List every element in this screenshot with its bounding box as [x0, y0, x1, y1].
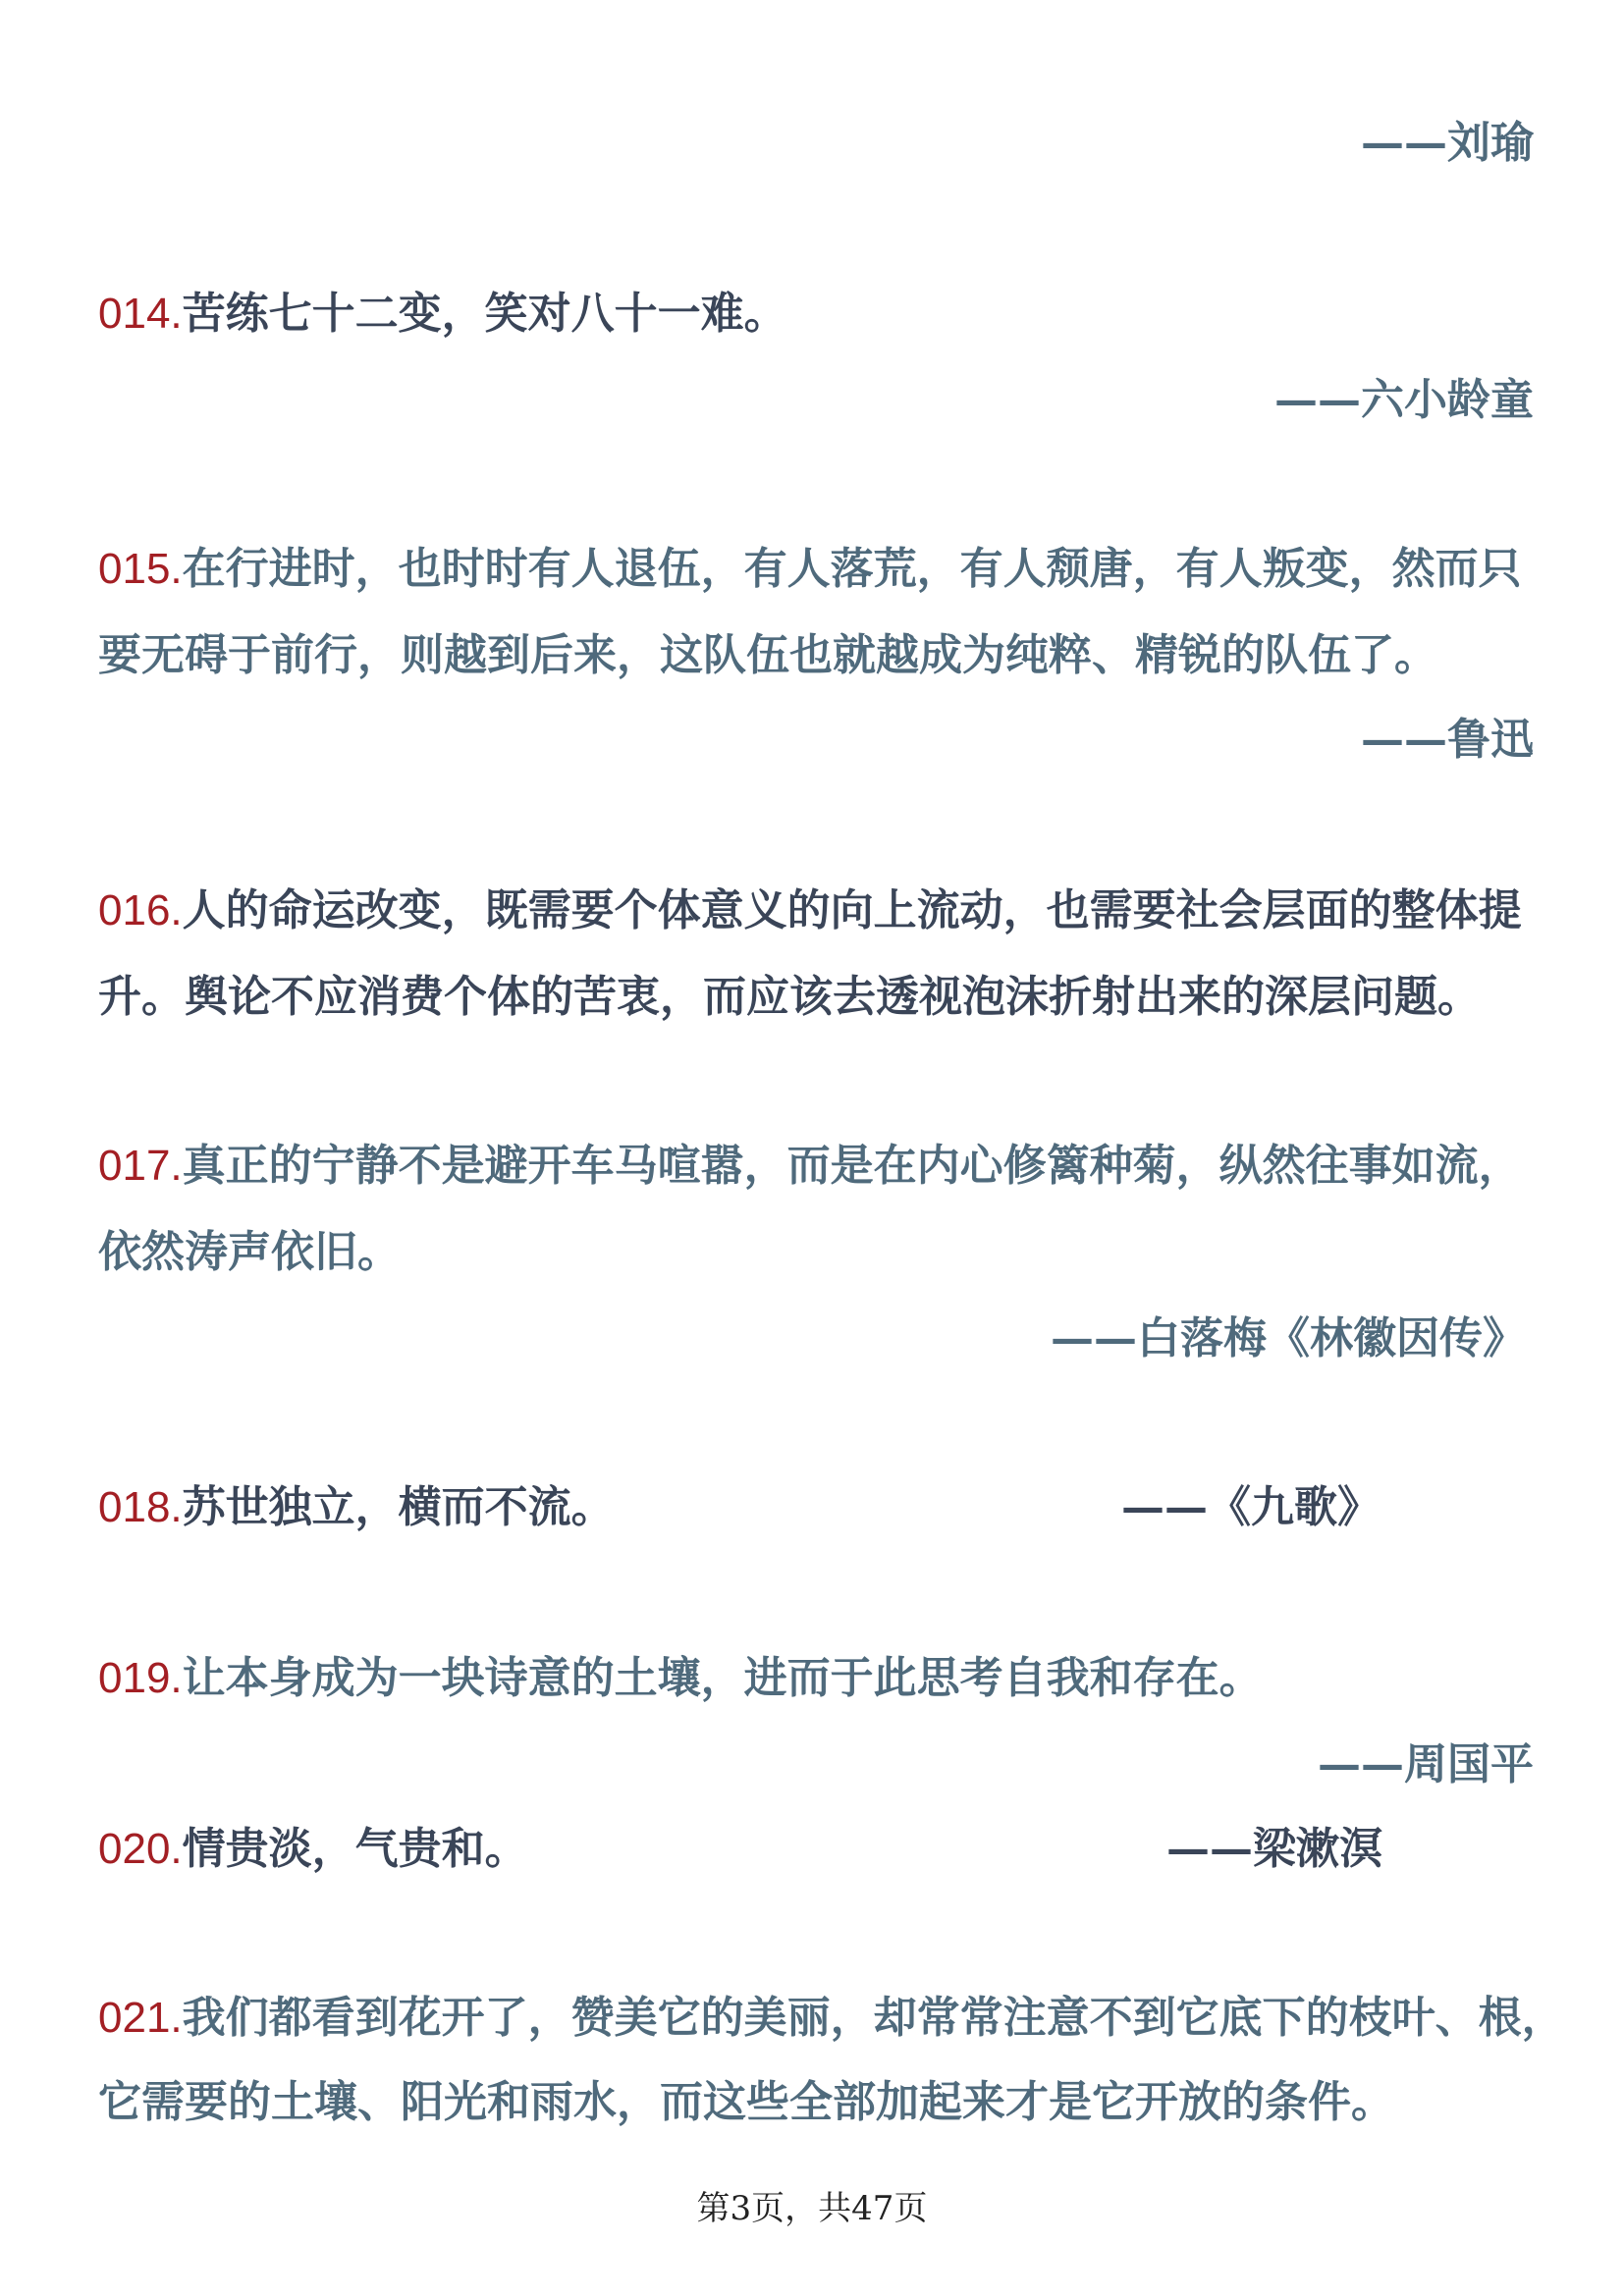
quote-line [98, 1991, 1565, 2046]
quote-text: 苏世独立，横而不流。 [182, 1482, 615, 1532]
quote-line [98, 1480, 615, 1535]
quote-text: 要无碍于前行，则越到后来，这队伍也就越成为纯粹、精锐的队伍了。 [98, 630, 1437, 680]
quote-text: 它需要的土壤、阳光和雨水，而这些全部加起来才是它开放的条件。 [98, 2077, 1394, 2127]
quote-author: ——《九歌》 [1121, 1482, 1380, 1532]
quote-author: ——白落梅《林徽因传》 [1051, 1313, 1526, 1363]
quote-text: 我们都看到花开了，赞美它的美丽，却常常注意不到它底下的枝叶、根， [182, 1993, 1565, 2043]
quote-line [98, 1651, 1263, 1706]
quote-text: 依然涛声依旧。 [98, 1227, 401, 1277]
quote-author: ——六小龄童 [1274, 375, 1534, 425]
quote-line [98, 1139, 1522, 1194]
quote-text: 苦练七十二变，笑对八十一难。 [182, 289, 787, 339]
quote-text: 升。舆论不应消费个体的苦衷，而应该去透视泡沫折射出来的深层问题。 [98, 972, 1481, 1022]
quote-number: 021. [98, 1994, 183, 2042]
quote-number: 015. [98, 545, 183, 593]
quote-number: 020. [98, 1825, 183, 1873]
quote-author: ——刘瑜 [1361, 118, 1534, 168]
quote-line [98, 287, 787, 342]
quote-text: 真正的宁静不是避开车马喧嚣，而是在内心修篱种菊，纵然往事如流， [182, 1141, 1522, 1191]
quote-text: 人的命运改变，既需要个体意义的向上流动，也需要社会层面的整体提 [182, 885, 1522, 935]
quote-author: ——鲁迅 [1361, 715, 1534, 765]
quote-line [98, 1822, 528, 1877]
quote-number: 014. [98, 290, 183, 338]
quote-number: 019. [98, 1654, 183, 1702]
quote-line [98, 883, 1522, 938]
quote-text: 在行进时，也时时有人退伍，有人落荒，有人颓唐，有人叛变，然而只 [182, 544, 1522, 594]
page-number: 第3页，共47页 [696, 2189, 928, 2228]
quote-text: 让本身成为一块诗意的土壤，进而于此思考自我和存在。 [182, 1653, 1263, 1703]
quote-number: 016. [98, 886, 183, 934]
quote-author: ——梁漱溟 [1166, 1824, 1382, 1874]
quote-number: 018. [98, 1483, 183, 1531]
quote-number: 017. [98, 1142, 183, 1190]
quote-author: ——周国平 [1318, 1739, 1534, 1789]
quote-text: 情贵淡，气贵和。 [182, 1824, 528, 1874]
quote-line [98, 542, 1522, 597]
